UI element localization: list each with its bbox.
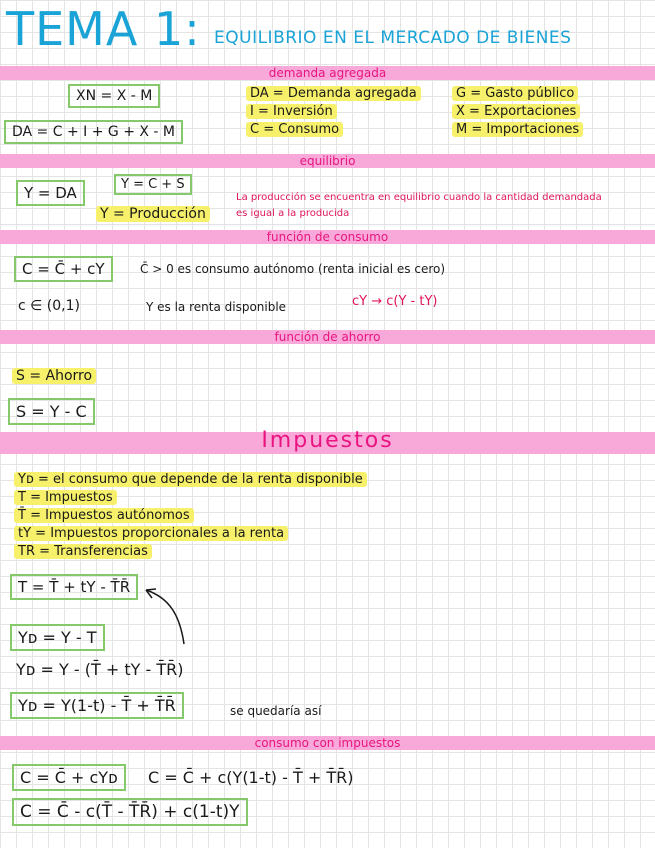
- def-g: G = Gasto público: [452, 86, 578, 101]
- y-da-box: Y = DA: [16, 180, 85, 206]
- y-cs-box: Y = C + S: [114, 174, 192, 195]
- page-title: TEMA 1:: [6, 2, 201, 56]
- impuestos-def-tbar: T̄ = Impuestos autónomos: [14, 508, 194, 523]
- def-i: I = Inversión: [246, 104, 337, 119]
- def-m: M = Importaciones: [452, 122, 583, 137]
- equilibrio-note-line1: La producción se encuentra en equilibrio cuando la cantidad demandada: [236, 192, 602, 203]
- section-label-equilibrio: equilibrio: [299, 154, 356, 168]
- y-produccion: Y = Producción: [96, 206, 210, 222]
- impuestos-def-yd: Yᴅ = el consumo que depende de la renta disponible: [14, 472, 367, 487]
- def-x: X = Exportaciones: [452, 104, 580, 119]
- impuestos-def-tr: TR = Transferencias: [14, 544, 152, 559]
- section-label-demanda: demanda agregada: [268, 66, 387, 80]
- y-renta-note: Y es la renta disponible: [146, 300, 287, 314]
- arrow-icon: [140, 586, 190, 646]
- quedaria-note: se quedaría así: [230, 704, 322, 718]
- consumo-formula-box: C = C̄ + cY: [14, 256, 113, 282]
- yd-formula-box: Yᴅ = Y - T: [10, 624, 105, 651]
- ahorro-formula-box: S = Y - C: [8, 398, 95, 425]
- page-subtitle: EQUILIBRIO EN EL MERCADO DE BIENES: [214, 28, 572, 48]
- section-label-consumo: función de consumo: [266, 230, 389, 244]
- section-label-ahorro: función de ahorro: [274, 330, 381, 344]
- t-formula-box: T = T̄ + tY - T̄R̄: [10, 574, 138, 600]
- section-label-consumo-impuestos: consumo con impuestos: [254, 736, 401, 750]
- yd-substituted: Yᴅ = Y - (T̄ + tY - T̄R̄): [16, 660, 184, 679]
- xn-formula-box: XN = X - M: [68, 84, 160, 108]
- consumo-final-box: C = C̄ - c(T̄ - T̄R̄) + c(1-t)Y: [12, 798, 248, 826]
- yd-final-box: Yᴅ = Y(1-t) - T̄ + T̄R̄: [10, 692, 184, 719]
- c-range: c ∈ (0,1): [18, 298, 80, 314]
- equilibrio-note-line2: es igual a la producida: [236, 208, 350, 219]
- c-bar-note: C̄ > 0 es consumo autónomo (renta inicial es cero): [140, 262, 446, 276]
- def-da: DA = Demanda agregada: [246, 86, 421, 101]
- consumo-yd-box: C = C̄ + cYᴅ: [12, 764, 126, 791]
- impuestos-def-ty: tY = Impuestos proporcionales a la renta: [14, 526, 288, 541]
- da-formula-box: DA = C + I + G + X - M: [4, 120, 183, 144]
- cy-red-note: cY → c(Y - tY): [352, 294, 438, 309]
- def-c: C = Consumo: [246, 122, 343, 137]
- s-ahorro-def: S = Ahorro: [12, 368, 96, 384]
- section-label-impuestos: Impuestos: [261, 428, 394, 453]
- impuestos-def-t: T = Impuestos: [14, 490, 117, 505]
- consumo-yd-expanded: C = C̄ + c(Y(1-t) - T̄ + T̄R̄): [148, 768, 354, 787]
